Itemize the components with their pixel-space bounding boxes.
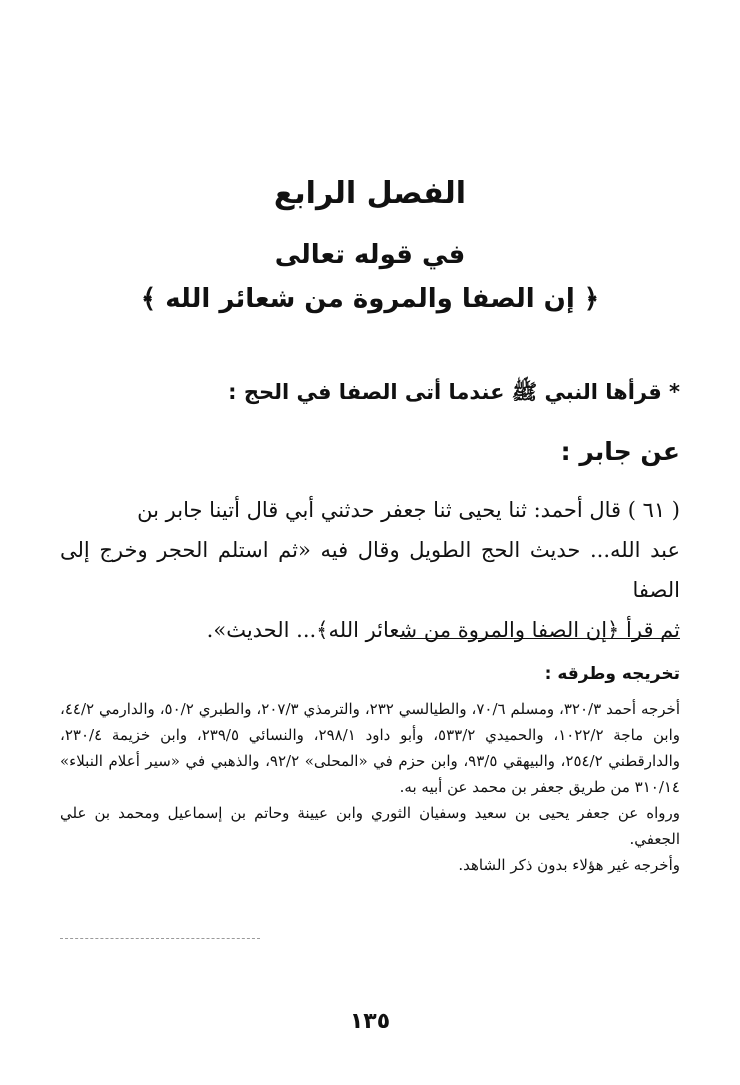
hadith-line: عبد الله... حديث الحج الطويل وقال فيه «ثم استلم الحجر وخرج إلى الصفا [60,538,680,602]
scan-artifact-line [60,938,260,939]
chapter-title: الفصل الرابع [273,176,467,211]
narrator-heading: عن جابر : [560,437,680,466]
hadith-line: ( ٦١ ) قال أحمد: ثنا يحيى ثنا جعفر حدثني أبي قال أتينا جابر بن [137,498,680,522]
takhrij-heading: تخريجه وطرقه : [544,664,680,684]
chapter-subtitle: في قوله تعالى [274,240,466,270]
takhrij-paragraph: ورواه عن جعفر يحيى بن سعيد وسفيان الثوري وابن عيينة وحاتم بن إسماعيل ومحمد بن علي الجعفي. [60,804,680,848]
takhrij-paragraph: أخرجه أحمد ٣٢٠/٣، ومسلم ٧٠/٦، والطيالسي ٢٣٢، والترمذي ٢٠٧/٣، والطبري ٥٠/٢، والدارمي ٤٤/٢، وابن ماجة ١٠٢٢/٢، والحميدي ٥٣٣/٢، وأبو داود ٢٩٨/١، والنسائي ٢٣٩/٥، وابن خزيمة ٢٣٠/٤، والدارقطني ٢٥٤/٢، والبيهقي ٩٣/٥، وابن حزم في «المحلى» ٩٢/٢، والذهبي في «سير أعلام النبلاء» ٣١٠/١٤ من طريق جعفر بن محمد عن أبيه به. [60,700,680,796]
hadith-line: ثم قرأ ﴿إن الصفا والمروة من شعائر الله﴾... الحديث». [206,618,680,642]
footnote-divider [400,638,680,639]
takhrij-paragraph: وأخرجه غير هؤلاء بدون ذكر الشاهد. [458,856,680,874]
verse-title: ﴿ إن الصفا والمروة من شعائر الله ﴾ [140,284,600,314]
takhrij-notes [60,696,680,878]
page-number: ١٣٥ [349,1009,391,1034]
hadith-text [60,490,680,650]
section-heading: * قرأها النبي ﷺ عندما أتى الصفا في الحج : [228,380,680,404]
